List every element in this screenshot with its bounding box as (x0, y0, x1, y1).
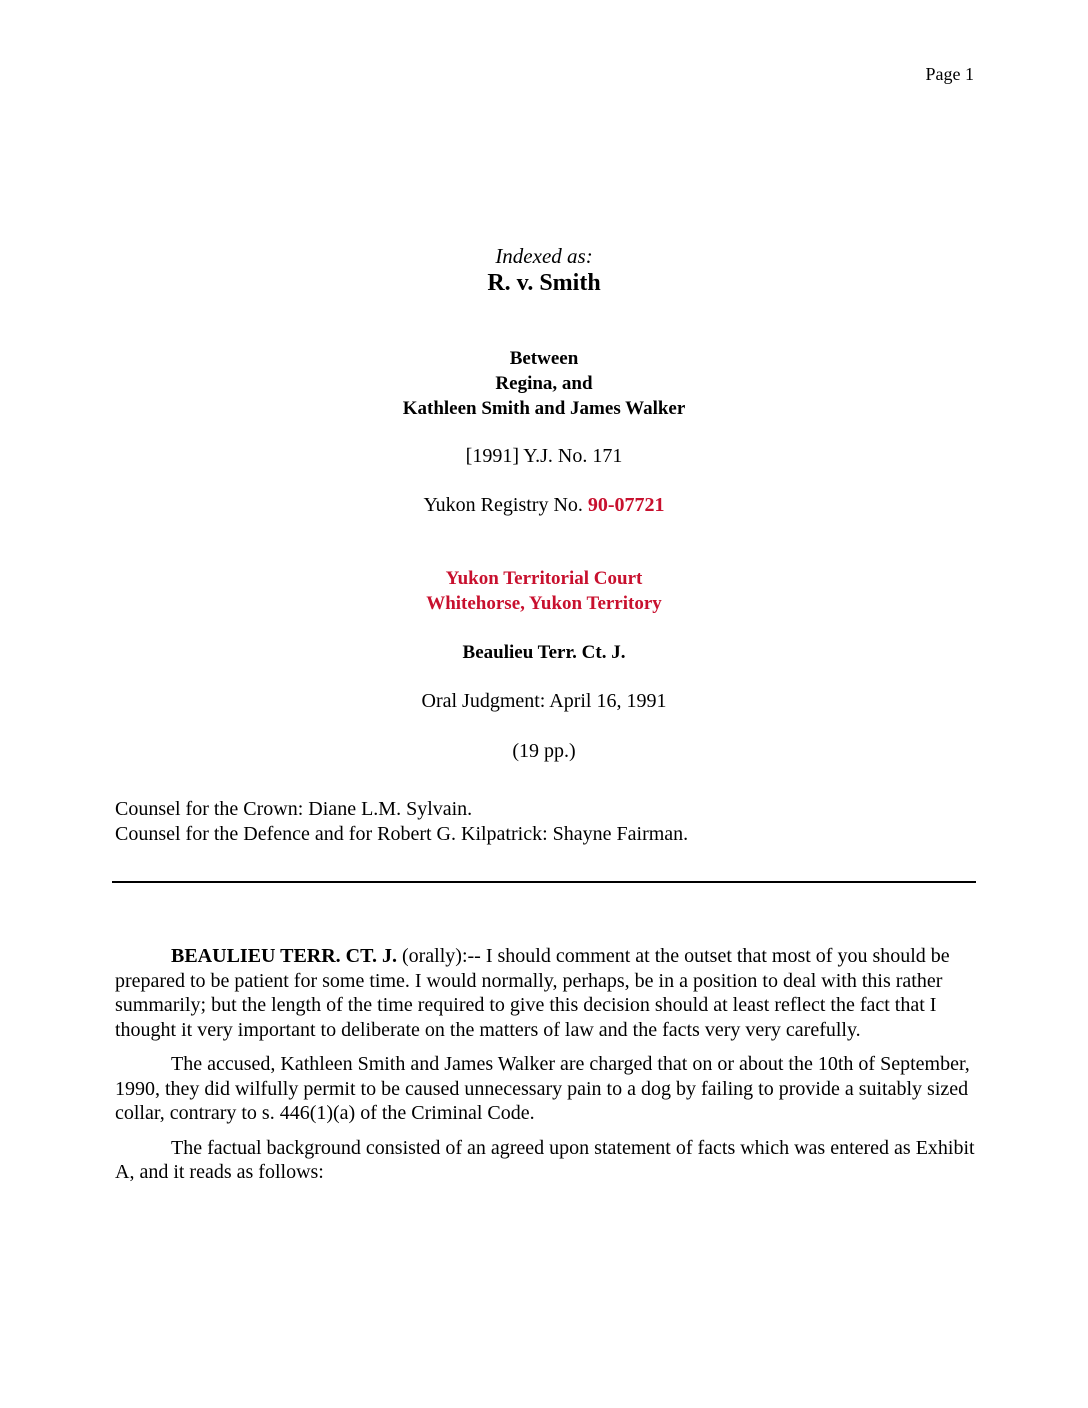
court-block[interactable] (0, 566, 1088, 616)
parties-line: Kathleen Smith and James Walker (402, 398, 686, 419)
judge-lead: BEAULIEU TERR. CT. J. (171, 945, 397, 967)
horizontal-divider (112, 881, 976, 883)
judgment-body (115, 944, 975, 1195)
page-count: (19 pp.) (512, 740, 576, 762)
body-paragraph: The accused, Kathleen Smith and James Walker are charged that on or about the 10th of September, 1990, they did wilfully permit to be caused unnecessary pain to a dog by failing to provide a suitably sized collar, contrary to s. 446(1)(a) of the Criminal Code. (115, 1053, 970, 1124)
judgment-date: Oral Judgment: April 16, 1991 (421, 690, 667, 712)
counsel-crown: Counsel for the Crown: Diane L.M. Sylvain. (115, 798, 473, 820)
judge-name: Beaulieu Terr. Ct. J. (462, 642, 626, 663)
citation: [1991] Y.J. No. 171 (465, 445, 623, 467)
page-number: Page 1 (925, 64, 974, 84)
registry-number-link[interactable]: 90-07721 (587, 494, 665, 516)
body-paragraph (115, 944, 975, 1042)
parties-line: Between (509, 348, 579, 369)
body-paragraph: The factual background consisted of an agreed upon statement of facts which was entered as Exhibit A, and it reads as follows: (115, 1136, 975, 1183)
counsel-defence: Counsel for the Defence and for Robert G. Kilpatrick: Shayne Fairman. (115, 823, 689, 845)
parties-line: Regina, and (495, 373, 593, 394)
registry-line (0, 493, 1088, 518)
registry-label: Yukon Registry No. (423, 494, 583, 516)
counsel-block (115, 797, 688, 847)
case-name: R. v. Smith (487, 270, 601, 296)
indexed-as-label: Indexed as: (495, 244, 593, 268)
parties-block (0, 346, 1088, 421)
court-name-link[interactable]: Yukon Territorial Court (445, 568, 643, 589)
paragraph-text: (orally):-- I should comment at the outset that most of you should be prepared to be patient for some time. I would normally, perhaps, be in a position to deal with this rather summarily; but the length of the time required to give this decision should at least reflect the fact that I thought it very important to deliberate on the matters of law and the facts very very carefully. (115, 945, 950, 1041)
court-location-link[interactable]: Whitehorse, Yukon Territory (426, 593, 662, 614)
